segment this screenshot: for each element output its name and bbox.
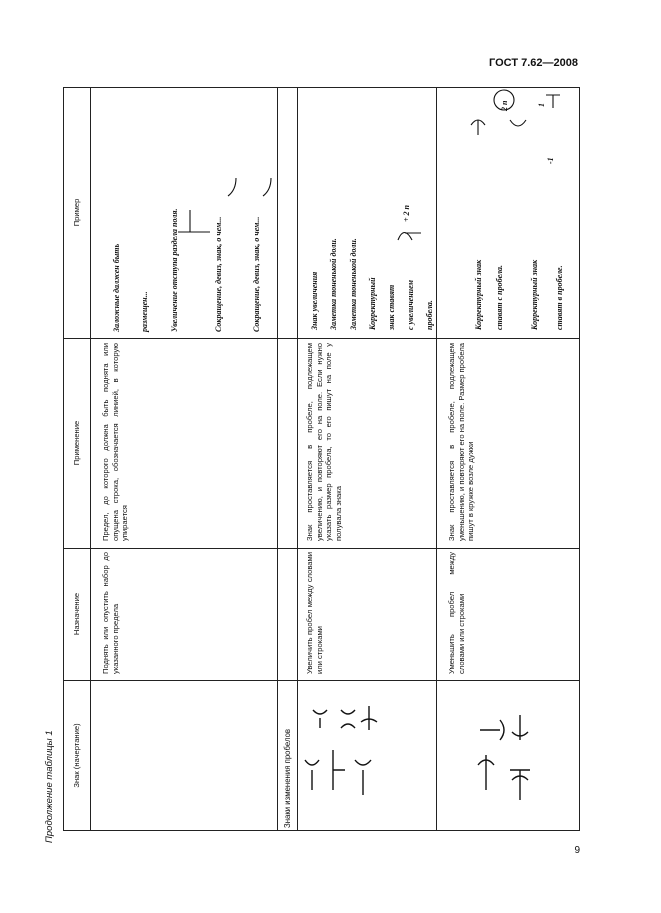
- row1-example-line-4: Сокращение, девиз, знак, о чем...: [214, 216, 223, 332]
- row2-example-line-4: Корректурный: [368, 277, 377, 330]
- row2-example-line-2: Заметка тоненькой доли.: [329, 238, 338, 330]
- row2-example-line-5: знак ставят: [387, 284, 396, 330]
- standard-designation: ГОСТ 7.62—2008: [489, 57, 578, 69]
- col-header-sign: Знак (начертание): [72, 723, 81, 788]
- page-number: 9: [574, 845, 580, 856]
- row3-example-line-2: ставят с пробела.: [495, 264, 504, 330]
- row1-usage: Предел, до которого должна быть поднята или опущена строка, обозначается линией, в которую упирается: [101, 343, 130, 541]
- table-continuation-caption: Продолжение таблицы 1: [44, 730, 55, 843]
- row2-example-line-3: Заметка тоненькой доли.: [349, 238, 358, 330]
- row1-purpose: Поднять или опустить набор до указанного предела: [101, 552, 120, 674]
- row2-example-line-7: пробела.: [425, 300, 434, 330]
- row3-example-line-1: Корректурный знак: [474, 259, 483, 330]
- col-header-example: Пример: [72, 198, 81, 227]
- row1-example-line-1: Заложные далжен быть: [112, 243, 121, 332]
- col-header-usage: Применение: [72, 420, 81, 466]
- row1-example-line-2: размещен...: [140, 291, 149, 332]
- row2-usage: Знак проставляется в пробеле, подлежащем увеличению, и повторяют его на поле. Если нужно указать размер пробела, то его пишут на поле у полувала знака: [305, 343, 343, 541]
- row3-example-line-4: ставят в пробеле.: [555, 265, 564, 330]
- row3-purpose: Уменьшить пробел между словами или строками: [447, 552, 466, 674]
- section-title-spacing-marks: Знаки изменения пробелов: [283, 728, 292, 828]
- row1-example-line-3: Увеличение отступа раздела поля.: [170, 208, 179, 332]
- row3-example-line-3: Корректурный знак: [530, 259, 539, 330]
- row3-example-note-1: 1: [537, 103, 546, 107]
- col-header-purpose: Назначение: [72, 592, 81, 636]
- row3-example-note-minus1: -1: [546, 157, 555, 164]
- row2-example-line-1: Знак увеличения: [310, 271, 319, 330]
- row3-usage: Знак проставляется в пробеле, подлежащем уменьшению, и повторяют его на поле. Размер пробела пишут в кружке возле дужки: [447, 343, 476, 541]
- row2-example-line-6: с увеличением: [406, 280, 415, 330]
- row1-example-line-5: Сокращение, девиз, знак, о чем...: [252, 216, 261, 332]
- row2-purpose: Увеличить пробел между словами или строками: [305, 552, 324, 674]
- row2-example-note: + 2 п: [402, 204, 411, 222]
- row3-example-note-2p: 2 п: [500, 100, 509, 111]
